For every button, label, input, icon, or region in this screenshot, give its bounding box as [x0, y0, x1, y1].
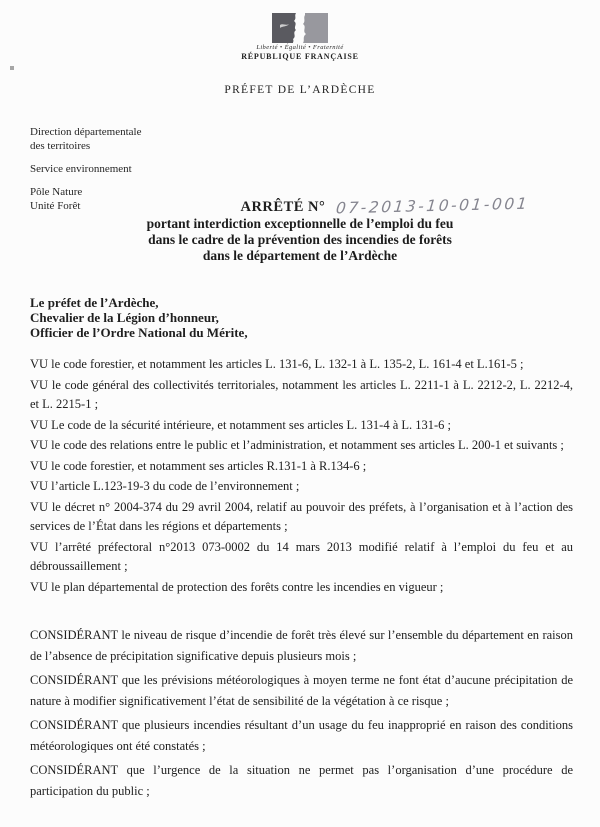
vu-paragraph: VU le code général des collectivités territoriales, notamment les articles L. 2211-1 à L. 2212-2, L. 2212-4, et L. 2215-1 ;	[30, 377, 573, 411]
marianne-logo-icon	[272, 13, 328, 43]
considerant-block	[30, 625, 573, 802]
considerant-paragraph: CONSIDÉRANT que les prévisions météorologiques à moyen terme ne font état d’aucune précipitation de nature à modifier significativement l’état de sensibilité de la végétation à ce risque ;	[30, 673, 573, 708]
vu-paragraph: VU le code forestier, et notamment ses articles R.131-1 à R.134-6 ;	[30, 458, 367, 473]
sender-pole: Pôle Nature	[30, 186, 83, 198]
title-subtitle-line: dans le département de l’Ardèche	[202, 248, 398, 263]
sender-direction-line2: des territoires	[30, 140, 91, 152]
logo-motto: Liberté • Égalité • Fraternité	[256, 44, 344, 51]
vu-paragraph: VU Le code de la sécurité intérieure, et notamment ses articles L. 131-4 à L. 131-6 ;	[30, 417, 452, 432]
salutation-line: Chevalier de la Légion d’honneur,	[30, 310, 219, 325]
arrete-label: ARRÊTÉ N°	[240, 199, 326, 215]
sender-service: Service environnement	[30, 163, 132, 175]
sender-direction-line1: Direction départementale	[30, 126, 142, 138]
document-header	[0, 0, 600, 96]
salutation-block	[30, 295, 570, 340]
salutation-line: Officier de l’Ordre National du Mérite,	[30, 325, 248, 340]
considerant-paragraph: CONSIDÉRANT que l’urgence de la situation ne permet pas l’organisation d’une procédure de participation du public ;	[30, 763, 573, 798]
republique-francaise-logo	[241, 13, 359, 61]
vu-paragraph: VU le code forestier, et notamment les articles L. 131-6, L. 132-1 à L. 135-2, L. 161-4 et L.161-5 ;	[30, 357, 524, 371]
logo-republic: RÉPUBLIQUE FRANÇAISE	[241, 52, 359, 61]
vu-block	[30, 355, 573, 597]
considerant-paragraph: CONSIDÉRANT le niveau de risque d’incendie de forêt très élevé sur l’ensemble du département en raison de l’absence de précipitation significative depuis plusieurs mois ;	[30, 628, 573, 663]
vu-paragraph: VU le code des relations entre le public et l’administration, et notamment ses articles L. 200-1 et suivants ;	[30, 438, 564, 452]
arrete-number-line	[85, 194, 600, 218]
prefet-title: PRÉFET DE L’ARDÈCHE	[224, 84, 376, 96]
title-subtitle-line: portant interdiction exceptionnelle de l’emploi du feu	[146, 216, 454, 231]
title-block	[0, 194, 600, 264]
title-subtitle-line: dans le cadre de la prévention des incendies de forêts	[148, 232, 452, 247]
considerant-paragraph: CONSIDÉRANT que plusieurs incendies résultant d’un usage du feu inapproprié en raison des conditions météorologiques ont été constatés ;	[30, 718, 573, 753]
vu-paragraph: VU le décret n° 2004-374 du 29 avril 2004, relatif au pouvoir des préfets, à l’organisation et à l’action des services de l’État dans les régions et départements ;	[30, 499, 573, 533]
vu-paragraph: VU l’arrêté préfectoral n°2013 073-0002 du 14 mars 2013 modifié relatif à l’emploi du feu et au débroussaillement ;	[30, 539, 573, 573]
scan-artifact-dot	[10, 66, 14, 70]
sender-unite: Unité Forêt	[30, 200, 81, 212]
arrete-number-handwritten: 07-2013-10-01-001	[335, 194, 531, 218]
salutation-line: Le préfet de l’Ardèche,	[30, 295, 159, 310]
vu-paragraph: VU le plan départemental de protection des forêts contre les incendies en vigueur ;	[30, 579, 444, 594]
vu-paragraph: VU l’article L.123-19-3 du code de l’environnement ;	[30, 479, 300, 493]
